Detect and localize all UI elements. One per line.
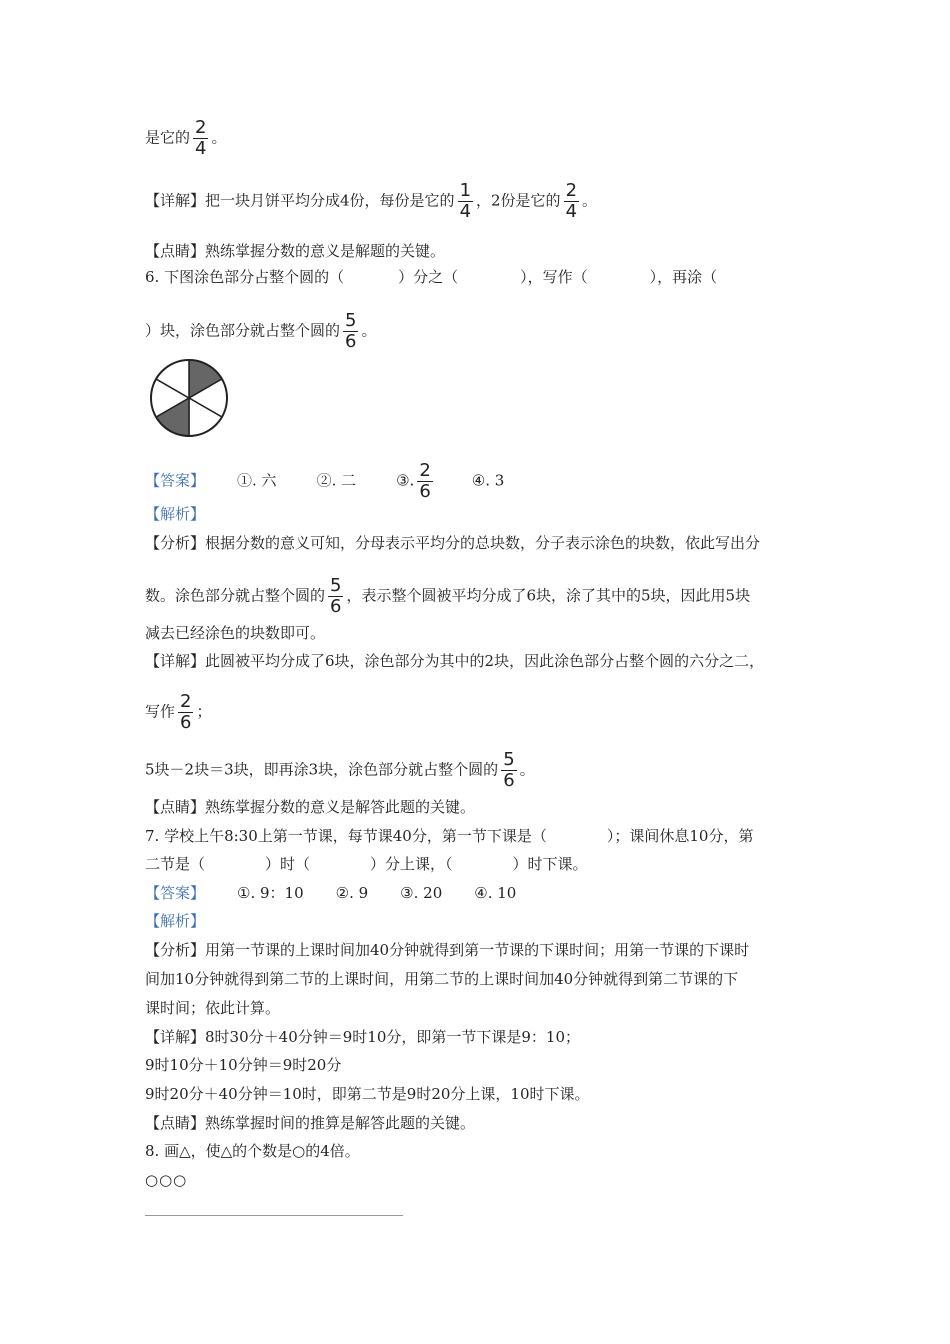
tip-label: 【点睛】 [145, 242, 206, 260]
fraction: $\frac{5}{6}$ [503, 749, 515, 791]
q5-tip: 【点睛】熟练掌握分数的意义是解题的关键。 [145, 242, 446, 260]
fraction: $\frac{2}{4}$ [565, 180, 578, 222]
q6-analysis-3: 减去已经涂色的块数即可。 [145, 624, 326, 642]
answer-label: 【答案】 [145, 471, 206, 490]
q6-analysis-1: 【分析】根据分数的意义可知，分母表示平均分的总块数，分子表示涂色的块数，依此写出分 [145, 534, 761, 552]
q6-analysis-label: 【解析】 [145, 505, 206, 523]
q7-answer: 【答案】 ①. 9：10 ②. 9 ③. 20 ④. 10 [145, 884, 517, 902]
q6-detail-1: 【详解】此圆被平均分成了6块，涂色部分为其中的2块，因此涂色部分占整个圆的六分之二， [145, 652, 765, 670]
q7-analysis-2: 间加10分钟就得到第二节的上课时间，用第二节的上课时间加40分钟就得到第二节课的下 [145, 970, 739, 988]
fraction: $\frac{5}{6}$ [345, 310, 357, 352]
q6-analysis-2: 数。涂色部分就占整个圆的 $\frac{5}{6}$ ，表示整个圆被平均分成了6块，涂了其中的5块，因此用5块 [145, 575, 751, 617]
q7-analysis-label: 【解析】 [145, 912, 206, 930]
q5-line1: 是它的 $\frac{2}{4}$ 。 [145, 117, 227, 159]
q7-analysis-1: 【分析】用第一节课的上课时间加40分钟就得到第一节课的下课时间；用第一节课的下课时 [145, 941, 750, 959]
q7-analysis-3: 课时间；依此计算。 [145, 999, 281, 1017]
q7-detail-1: 【详解】8时30分＋40分钟＝9时10分，即第一节下课是9：10； [145, 1028, 580, 1046]
q7-detail-3: 9时20分＋40分钟＝10时，即第二节是9时20分上课，10时下课。 [145, 1085, 590, 1103]
footer-separator [145, 1215, 403, 1216]
pie-circle [148, 357, 230, 439]
answer-label: 【答案】 [145, 884, 206, 902]
detail-label: 【详解】 [145, 191, 206, 210]
q5-detail: 【详解】把一块月饼平均分成4份，每份是它的 $\frac{1}{4}$ ，2份是它的 $\frac{2}{4}$ 。 [145, 180, 598, 222]
q8-question: 8. 画△，使△的个数是○的4倍。 [145, 1142, 360, 1160]
q7-question-line2: 二节是（ ）时（ ）分上课，（ ）时下课。 [145, 855, 588, 873]
fraction: $\frac{1}{4}$ [459, 180, 472, 222]
q7-tip: 【点睛】熟练掌握时间的推算是解答此题的关键。 [145, 1114, 476, 1132]
q6-question-line1: 6. 下图涂色部分占整个圆的（ ）分之（ ），写作（ ），再涂（ [145, 268, 718, 286]
fraction: $\frac{2}{6}$ [419, 460, 431, 502]
q7-question-line1: 7. 学校上午8:30上第一节课，每节课40分，第一节下课是（ ）；课间休息10分，第 [145, 827, 754, 845]
fraction: $\frac{2}{6}$ [180, 691, 192, 733]
q6-tip: 【点睛】熟练掌握分数的意义是解答此题的关键。 [145, 798, 476, 816]
q7-detail-2: 9时10分＋10分钟＝9时20分 [145, 1056, 342, 1074]
q8-circles: ○○○ [145, 1171, 188, 1189]
fraction: $\frac{2}{4}$ [195, 117, 207, 159]
q6-answer: 【答案】 ①. 六 ②. 二 ③. $\frac{2}{6}$ ④. 3 [145, 460, 505, 502]
text: 是它的 [145, 128, 191, 147]
q6-detail-3: 5块－2块＝3块，即再涂3块，涂色部分就占整个圆的 $\frac{5}{6}$ 。 [145, 749, 535, 791]
q6-detail-2: 写作 $\frac{2}{6}$ ； [145, 691, 212, 733]
fraction: $\frac{5}{6}$ [330, 575, 342, 617]
q6-question-line2: ）块，涂色部分就占整个圆的 $\frac{5}{6}$ 。 [145, 310, 377, 352]
